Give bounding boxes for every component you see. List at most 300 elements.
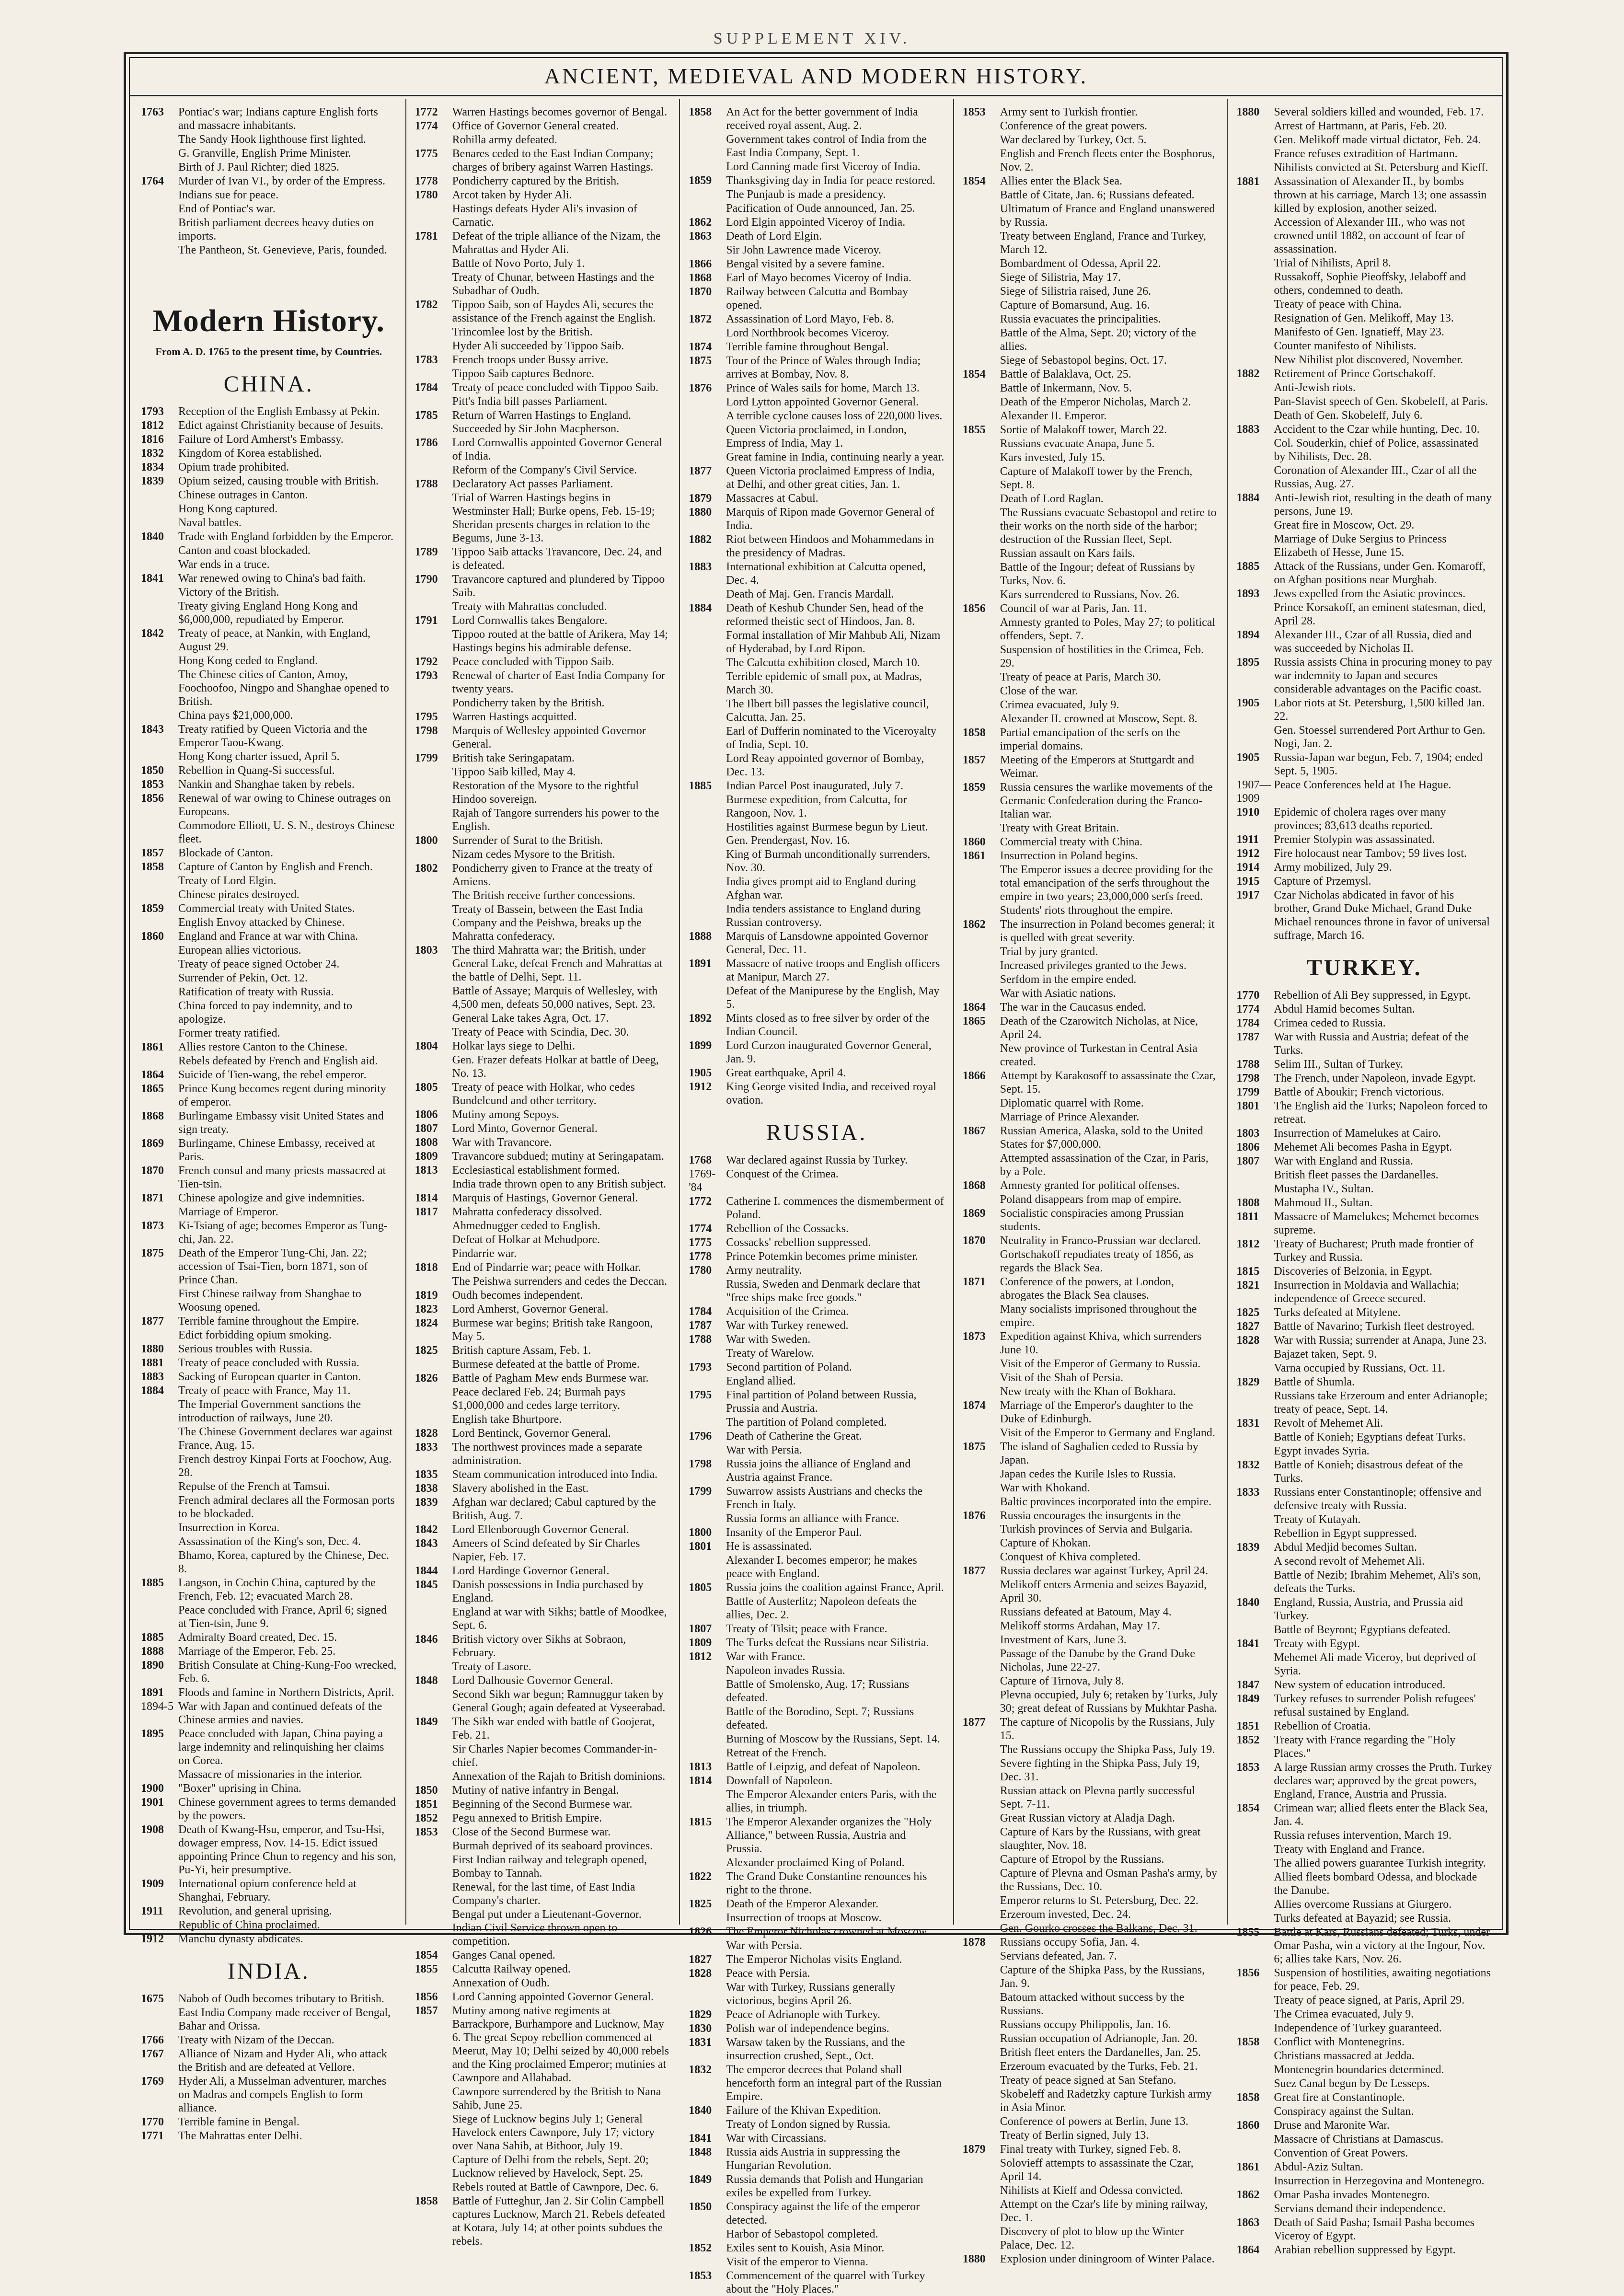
entry: [415, 1523, 671, 1536]
entry-year: [963, 1674, 1000, 1688]
entry: [963, 2088, 1219, 2114]
entry: [963, 1963, 1219, 1990]
entry: [963, 285, 1219, 298]
entry-text: Failure of the Khivan Expedition.: [726, 2104, 881, 2117]
entry-year: [963, 1495, 1000, 1509]
entry: [1236, 298, 1492, 311]
entry-year: [963, 1605, 1000, 1619]
entry-year: [141, 2006, 178, 2033]
entry-text: Erzeroum evacuated by the Turks, Feb. 21.: [1000, 2060, 1198, 2073]
entry-text: Battle of Leipzig, and defeat of Napoleon.: [726, 1761, 921, 1773]
entry: [141, 1191, 397, 1205]
entry-text: Allied fleets bombard Odessa, and blockade the Danube.: [1274, 1871, 1477, 1897]
entry: [415, 779, 671, 806]
entry: [689, 1774, 944, 1788]
entry-year: 1769: [141, 2075, 164, 2088]
entry-text: Trade with England forbidden by the Emperor.: [178, 531, 394, 543]
entry-year: [415, 1853, 452, 1880]
entry: [963, 2252, 1219, 2266]
entry: [141, 750, 397, 763]
entry-text: Declaratory Act passes Parliament.: [452, 478, 613, 490]
entry-text: British Consulate at Ching-Kung-Foo wrecked, Feb. 6.: [178, 1659, 397, 1685]
entry-year: [689, 1443, 726, 1457]
entry-year: [689, 1911, 726, 1925]
entry-year: 1846: [415, 1633, 438, 1646]
entry-year: 1828: [415, 1427, 438, 1440]
entry: [141, 2006, 397, 2033]
entry-year: 1833: [415, 1441, 438, 1454]
entry-year: 1839: [1236, 1541, 1260, 1554]
entry-year: 1890: [141, 1659, 164, 1672]
entry-text: Mahratta confederacy dissolved.: [452, 1206, 602, 1218]
entry-text: Great fire at Constantinople.: [1274, 2091, 1405, 2104]
entry: [141, 2115, 397, 2129]
entry-text: Final treaty with Turkey, signed Feb. 8.: [1000, 2143, 1181, 2156]
entry: [141, 1535, 397, 1548]
entry-year: 1914: [1236, 861, 1260, 874]
entry: [415, 1177, 671, 1191]
entry-text: Pan-Slavist speech of Gen. Skobeleff, at Paris.: [1274, 395, 1488, 408]
entry-text: Russia assists China in procuring money to pay war indemnity to Japan and secures considerable advantages on the Pacific coast.: [1274, 656, 1492, 695]
entry: [415, 984, 671, 1011]
entry-text: Conference of powers at Berlin, June 13.: [1000, 2115, 1188, 2128]
entry-text: Rohilla army defeated.: [452, 134, 557, 146]
entry-year: [141, 586, 178, 599]
entry-text: English Envoy attacked by Chinese.: [178, 916, 345, 929]
entry-year: 1814: [689, 1775, 712, 1787]
entry: [141, 1205, 397, 1219]
entry-year: [1236, 724, 1274, 750]
entry-text: Czar Nicholas abdicated in favor of his brother, Grand Duke Michael, Grand Duke Michael renounces throne in favor of universal suffrage, March 16.: [1274, 889, 1490, 942]
entry-text: Conference of the powers, at London, abrogates the Black Sea clauses.: [1000, 1276, 1174, 1302]
entry-year: [415, 2085, 452, 2112]
entry-year: [689, 588, 726, 601]
entry-text: Pondicherry captured by the British.: [452, 175, 620, 187]
entry-text: Peace Conferences held at The Hague.: [1274, 779, 1451, 791]
entry-text: Marriage of Duke Sergius to Princess Elizabeth of Hesse, June 15.: [1274, 533, 1447, 559]
entry-year: [1236, 409, 1274, 422]
entry-year: 1879: [962, 2143, 986, 2156]
entry: [415, 1427, 671, 1440]
entry-year: 1767: [141, 2048, 164, 2060]
entry-year: [1236, 298, 1274, 311]
entry-year: 1833: [1236, 1486, 1260, 1499]
entry-text: Melikoff storms Ardahan, May 17.: [1000, 1620, 1160, 1632]
entry-text: War with Persia.: [726, 1939, 802, 1952]
entry-year: 1825: [689, 1898, 712, 1910]
entry: [141, 188, 397, 202]
entry-text: The partition of Poland completed.: [726, 1416, 887, 1429]
entry: [141, 930, 397, 943]
entry-text: Death of Keshub Chunder Sen, head of the reformed theistic sect of Hindoos, Jan. 8.: [726, 602, 924, 628]
entry-text: Capture of Khokan.: [1000, 1537, 1091, 1549]
entry-text: Diplomatic quarrel with Rome.: [1000, 1097, 1144, 1109]
entry-year: [963, 1784, 1000, 1811]
entry: [141, 764, 397, 777]
entry-year: [963, 1633, 1000, 1647]
entry: [1236, 1334, 1492, 1347]
entry-year: 1873: [962, 1330, 986, 1343]
entry: [689, 326, 944, 340]
entry-year: 1845: [415, 1579, 438, 1591]
entry: [963, 2129, 1219, 2142]
entry-year: [141, 958, 178, 971]
entry-year: 1882: [1236, 368, 1260, 380]
entry-year: [415, 903, 452, 943]
entry-year: [1236, 2008, 1274, 2021]
entry-year: [141, 1604, 178, 1630]
entry-year: [141, 1918, 178, 1932]
entry-text: Russia joins the coalition against France, April.: [726, 1581, 944, 1594]
china-heading: CHINA.: [223, 371, 314, 397]
entry-year: 1911: [1236, 833, 1259, 846]
entry-text: Marquis of Wellesley appointed Governor General.: [452, 725, 646, 750]
entry: [415, 1205, 671, 1219]
entry-text: Battle at Kars, Russians defeated; Turks, under Omar Pasha, win a victory at the Ingour, Nov. 6; allies take Kars, Nov. 26.: [1274, 1926, 1490, 1965]
entry-year: 1857: [962, 754, 986, 766]
entry-text: Siege of Silistria, May 17.: [1000, 271, 1121, 284]
entry: [963, 202, 1219, 229]
entry-year: 1778: [689, 1250, 712, 1263]
entry: [963, 381, 1219, 395]
entry-year: [689, 1416, 726, 1429]
entry-year: 1784: [415, 381, 438, 394]
entry-year: [963, 1303, 1000, 1329]
entry: [415, 105, 671, 119]
entry: [415, 188, 671, 202]
entry-text: Allies overcome Russians at Giurgero.: [1274, 1898, 1452, 1911]
entry-year: [689, 1939, 726, 1952]
entry-year: 1815: [1236, 1265, 1260, 1278]
entry-text: Sir John Lawrence made Viceroy.: [726, 244, 881, 256]
entry: [1236, 1030, 1492, 1057]
entry-text: Conquest of Khiva completed.: [1000, 1551, 1141, 1563]
entry-year: 1908: [141, 1823, 164, 1836]
entry-year: [689, 160, 726, 173]
entry-year: 1856: [962, 602, 986, 615]
entry: [963, 492, 1219, 506]
entry-year: 1826: [689, 1926, 712, 1938]
entry: [689, 257, 944, 271]
entry-year: [963, 381, 1000, 395]
entry-text: Pacification of Oude announced, Jan. 25.: [726, 202, 915, 215]
entry-year: 1774: [1236, 1003, 1260, 1015]
entry: [689, 354, 944, 381]
entry-text: Battle of Novo Porto, July 1.: [452, 257, 585, 270]
entry-year: [141, 1535, 178, 1548]
entry: [1236, 147, 1492, 161]
entry-year: [689, 326, 726, 340]
entry-year: [963, 409, 1000, 423]
entry-year: 1675: [141, 1993, 164, 2005]
entry: [689, 984, 944, 1011]
entry-year: [415, 1219, 452, 1233]
entry: [141, 1370, 397, 1384]
entry-text: Arabian rebellion suppressed by Egypt.: [1274, 2244, 1456, 2256]
entry-text: The Turks defeat the Russians near Silistria.: [726, 1637, 929, 1649]
entry-year: 1802: [415, 862, 438, 875]
entry-text: Massacre of Mamelukes; Mehemet becomes supreme.: [1274, 1211, 1479, 1236]
entry-year: 1909: [141, 1878, 164, 1890]
entry-text: Treaty with France regarding the "Holy Places.": [1274, 1734, 1456, 1760]
entry: [1236, 437, 1492, 463]
entry-year: [963, 1550, 1000, 1564]
entry: [415, 614, 671, 627]
entry-text: Baltic provinces incorporated into the empire.: [1000, 1496, 1211, 1508]
entry-text: Nizam cedes Mysore to the British.: [452, 848, 615, 861]
entry: [963, 1275, 1219, 1302]
entry: [141, 1027, 397, 1040]
entry: [415, 339, 671, 353]
entry-year: [1236, 2105, 1274, 2118]
entry-year: [963, 1426, 1000, 1440]
entry: [689, 1388, 944, 1415]
page-title: ANCIENT, MEDIEVAL AND MODERN HISTORY.: [544, 64, 1088, 88]
entry: [1236, 2160, 1492, 2174]
entry: [141, 916, 397, 929]
entry-year: [415, 2112, 452, 2153]
entry: [1236, 1016, 1492, 1030]
entry: [963, 1991, 1219, 2018]
entry-text: Great earthquake, April 4.: [726, 1067, 846, 1079]
entry-text: End of Pindarrie war; peace with Holkar.: [452, 1261, 641, 1274]
entry: [963, 945, 1219, 958]
entry: [963, 1922, 1219, 1935]
entry-year: [689, 395, 726, 409]
entry: [963, 1207, 1219, 1234]
entry-text: Trial of Nihilists, April 8.: [1274, 257, 1391, 269]
entry-text: Sacking of European quarter in Canton.: [178, 1371, 361, 1383]
entry-text: Peace concluded with Japan, China paying a large indemnity and relinquishing her claims on Corea.: [178, 1728, 384, 1767]
entry-year: [963, 188, 1000, 202]
entry-year: [141, 544, 178, 557]
entry-text: Renewal of charter of East India Company for twenty years.: [452, 669, 666, 695]
entry-year: [963, 2032, 1000, 2045]
entry: [963, 1811, 1219, 1825]
entry-text: British capture Assam, Feb. 1.: [452, 1344, 591, 1357]
entry-year: [1236, 2202, 1274, 2215]
entry-year: 1883: [689, 561, 712, 573]
entry-year: 1917: [1236, 889, 1260, 901]
entry-text: Rebellion in Quang-Si successful.: [178, 764, 335, 777]
entry-year: 1788: [689, 1333, 712, 1346]
entry-text: Servians demand their independence.: [1274, 2203, 1446, 2215]
entry-text: Russian America, Alaska, sold to the United States for $7,000,000.: [1000, 1125, 1203, 1151]
entry-year: [415, 1358, 452, 1371]
entry-text: Mutiny among Sepoys.: [452, 1108, 559, 1121]
entry: [689, 1347, 944, 1360]
entry-text: French admiral declares all the Formosan ports to be blockaded.: [178, 1494, 395, 1520]
entry: [415, 2153, 671, 2180]
entry: [689, 2255, 944, 2269]
modern-history-subheading: From A. D. 1765 to the present time, by Countries.: [155, 346, 382, 358]
entry-text: Russia, Sweden and Denmark declare that "free ships make free goods.": [726, 1278, 921, 1304]
entry: [689, 1911, 944, 1925]
entry-year: [689, 2118, 726, 2131]
entry: [1236, 1182, 1492, 1196]
entry-text: Mahmoud II., Sultan.: [1274, 1197, 1373, 1209]
entry-year: [963, 588, 1000, 601]
entry-text: Russian occupation of Adrianople, Jan. 20.: [1000, 2032, 1198, 2045]
entry: [689, 848, 944, 875]
entry: [415, 834, 671, 847]
entry: [1236, 1912, 1492, 1925]
entry: [689, 423, 944, 450]
entry-year: 1799: [415, 752, 438, 764]
entry: [1236, 2174, 1492, 2188]
entry-text: Insurrection in Moldavia and Wallachia; independence of Greece secured.: [1274, 1279, 1460, 1305]
entry-text: War declared by Turkey, Oct. 5.: [1000, 134, 1147, 146]
entry-year: [963, 1688, 1000, 1715]
entry-year: [689, 1554, 726, 1581]
entry-text: Emperor returns to St. Petersburg, Dec. 22.: [1000, 1894, 1198, 1907]
entry-text: Treaty with Nizam of the Deccan.: [178, 2034, 334, 2046]
entry-text: Edict forbidding opium smoking.: [178, 1329, 332, 1341]
entry-text: Treaty of Lasore.: [452, 1661, 531, 1673]
entry: [141, 1932, 397, 1946]
entry-year: [963, 1867, 1000, 1893]
entry: [963, 1894, 1219, 1907]
entry-text: Egypt invades Syria.: [1274, 1445, 1370, 1457]
entry-text: Revolt of Mehemet Ali.: [1274, 1417, 1383, 1430]
entry-year: 1877: [962, 1565, 986, 1577]
entry-year: 1774: [415, 120, 438, 132]
entry-year: [689, 1678, 726, 1705]
entry: [141, 1823, 397, 1877]
entry: [1236, 1306, 1492, 1319]
entry-text: He is assassinated.: [726, 1540, 812, 1553]
entry-text: Pontiac's war; Indians capture English forts and massacre inhabitants.: [178, 106, 378, 132]
entry-year: 1915: [1236, 875, 1260, 888]
entry-year: [1236, 1898, 1274, 1911]
entry: [1236, 1623, 1492, 1637]
entry: [689, 1333, 944, 1346]
entry-text: Independence of Turkey guaranteed.: [1274, 2022, 1442, 2034]
entry-text: Treaty with Mahrattas concluded.: [452, 600, 607, 613]
entry: [689, 1650, 944, 1663]
entry: [415, 2112, 671, 2153]
entry-text: Earl of Dufferin nominated to the Viceroyalty of India, Sept. 10.: [726, 725, 937, 751]
entry: [963, 1371, 1219, 1385]
entry: [689, 312, 944, 326]
entry-text: Treaty giving England Hong Kong and $6,000,000, repudiated by Emperor.: [178, 600, 358, 626]
entry-text: Railway between Calcutta and Bombay opened.: [726, 286, 909, 312]
entry-year: [963, 973, 1000, 986]
entry: [963, 781, 1219, 821]
column-4: [954, 99, 1228, 2265]
entry-text: War with Turkey renewed.: [726, 1319, 849, 1332]
entry-year: [141, 1398, 178, 1425]
entry-year: [963, 492, 1000, 506]
entry-text: An Act for the better government of India received royal assent, Aug. 2.: [726, 106, 918, 132]
entry-year: 1815: [689, 1816, 712, 1828]
entry-year: [963, 1357, 1000, 1371]
entry-text: Accident to the Czar while hunting, Dec. 10.: [1274, 423, 1480, 436]
entry-text: Repulse of the French at Tamsui.: [178, 1480, 330, 1493]
entry: [963, 1330, 1219, 1357]
entry-year: 1782: [415, 299, 438, 311]
entry-year: 1912: [689, 1081, 712, 1093]
entry-text: Treaty ratified by Queen Victoria and the Emperor Taou-Kwang.: [178, 723, 368, 749]
entry: [1236, 1127, 1492, 1140]
entry: [141, 1398, 397, 1425]
entry-text: Lord Northbrook becomes Viceroy.: [726, 327, 889, 339]
entry: [1236, 2063, 1492, 2077]
entry-text: Accession of Alexander III., who was not crowned until 1882, on account of fear of assassination.: [1274, 216, 1465, 255]
entry-year: 1843: [141, 723, 164, 736]
entry-year: [689, 1732, 726, 1746]
entry-year: [1236, 1843, 1274, 1856]
entry-text: Canton and coast blockaded.: [178, 544, 311, 557]
entry-year: 1840: [141, 531, 164, 543]
entry: [689, 492, 944, 505]
entry-year: [963, 1950, 1000, 1963]
entry-year: [415, 765, 452, 779]
entry: [1236, 1527, 1492, 1540]
entry-text: International exhibition at Calcutta opened, Dec. 4.: [726, 561, 926, 587]
entry: [963, 1001, 1219, 1014]
entry: [141, 530, 397, 543]
entry-year: 1809: [415, 1150, 438, 1163]
entry-year: [415, 1012, 452, 1025]
entry-year: 1839: [141, 475, 164, 487]
entry: [1236, 1196, 1492, 1210]
entry-text: War with Russia; surrender at Anapa, June 23.: [1274, 1334, 1487, 1347]
entry: [1236, 1058, 1492, 1071]
entry-year: [415, 463, 452, 477]
entry-text: Terrible famine throughout Bengal.: [726, 341, 889, 353]
entry-text: Labor riots at St. Petersburg, 1,500 killed Jan. 22.: [1274, 697, 1485, 723]
entry-year: [415, 779, 452, 806]
entry-text: Birth of J. Paul Richter; died 1825.: [178, 161, 339, 173]
entry: [415, 409, 671, 436]
entry-year: [141, 243, 178, 257]
entry-year: 1819: [415, 1289, 438, 1302]
entry-text: Gen. Stoessel surrendered Port Arthur to Gen. Nogi, Jan. 2.: [1274, 724, 1486, 750]
entry-year: [1236, 1389, 1274, 1416]
entry: [963, 174, 1219, 188]
entry: [963, 299, 1219, 312]
entry: [963, 1633, 1219, 1647]
entry-text: Poland disappears from map of empire.: [1000, 1193, 1182, 1206]
entry-year: 1783: [415, 354, 438, 366]
entry: [689, 1443, 944, 1457]
entry: [963, 2225, 1219, 2252]
entry-year: 1804: [415, 1040, 438, 1052]
entry-year: [689, 656, 726, 669]
entry-year: 1855: [1236, 1926, 1260, 1938]
entry: [415, 257, 671, 270]
entry-text: The British receive further concessions.: [452, 889, 635, 902]
entry-text: Capture of Malakoff tower by the French, Sept. 8.: [1000, 465, 1193, 491]
entry-text: Arcot taken by Hyder Ali.: [452, 189, 572, 201]
entry-text: Cossacks' rebellion suppressed.: [726, 1236, 871, 1249]
entry-year: [415, 1839, 452, 1853]
entry: [689, 1154, 944, 1167]
entry-text: Trial by jury granted.: [1000, 946, 1098, 958]
entry-text: Gortschakoff repudiates treaty of 1856, as regards the Black Sea.: [1000, 1248, 1194, 1274]
entry: [141, 792, 397, 819]
entry-text: Russia joins the alliance of England and Austria against France.: [726, 1458, 911, 1484]
entry-year: 1806: [415, 1108, 438, 1121]
entry-text: Indians sue for peace.: [178, 189, 279, 201]
entry-text: Battle of Smolensko, Aug. 17; Russians defeated.: [726, 1678, 910, 1704]
entry-year: [141, 1328, 178, 1342]
entry-year: 1895: [1236, 656, 1260, 669]
entry-text: Harbor of Sebastopol completed.: [726, 2228, 878, 2240]
entry-year: [963, 1096, 1000, 1110]
entry-year: 1870: [141, 1165, 164, 1177]
